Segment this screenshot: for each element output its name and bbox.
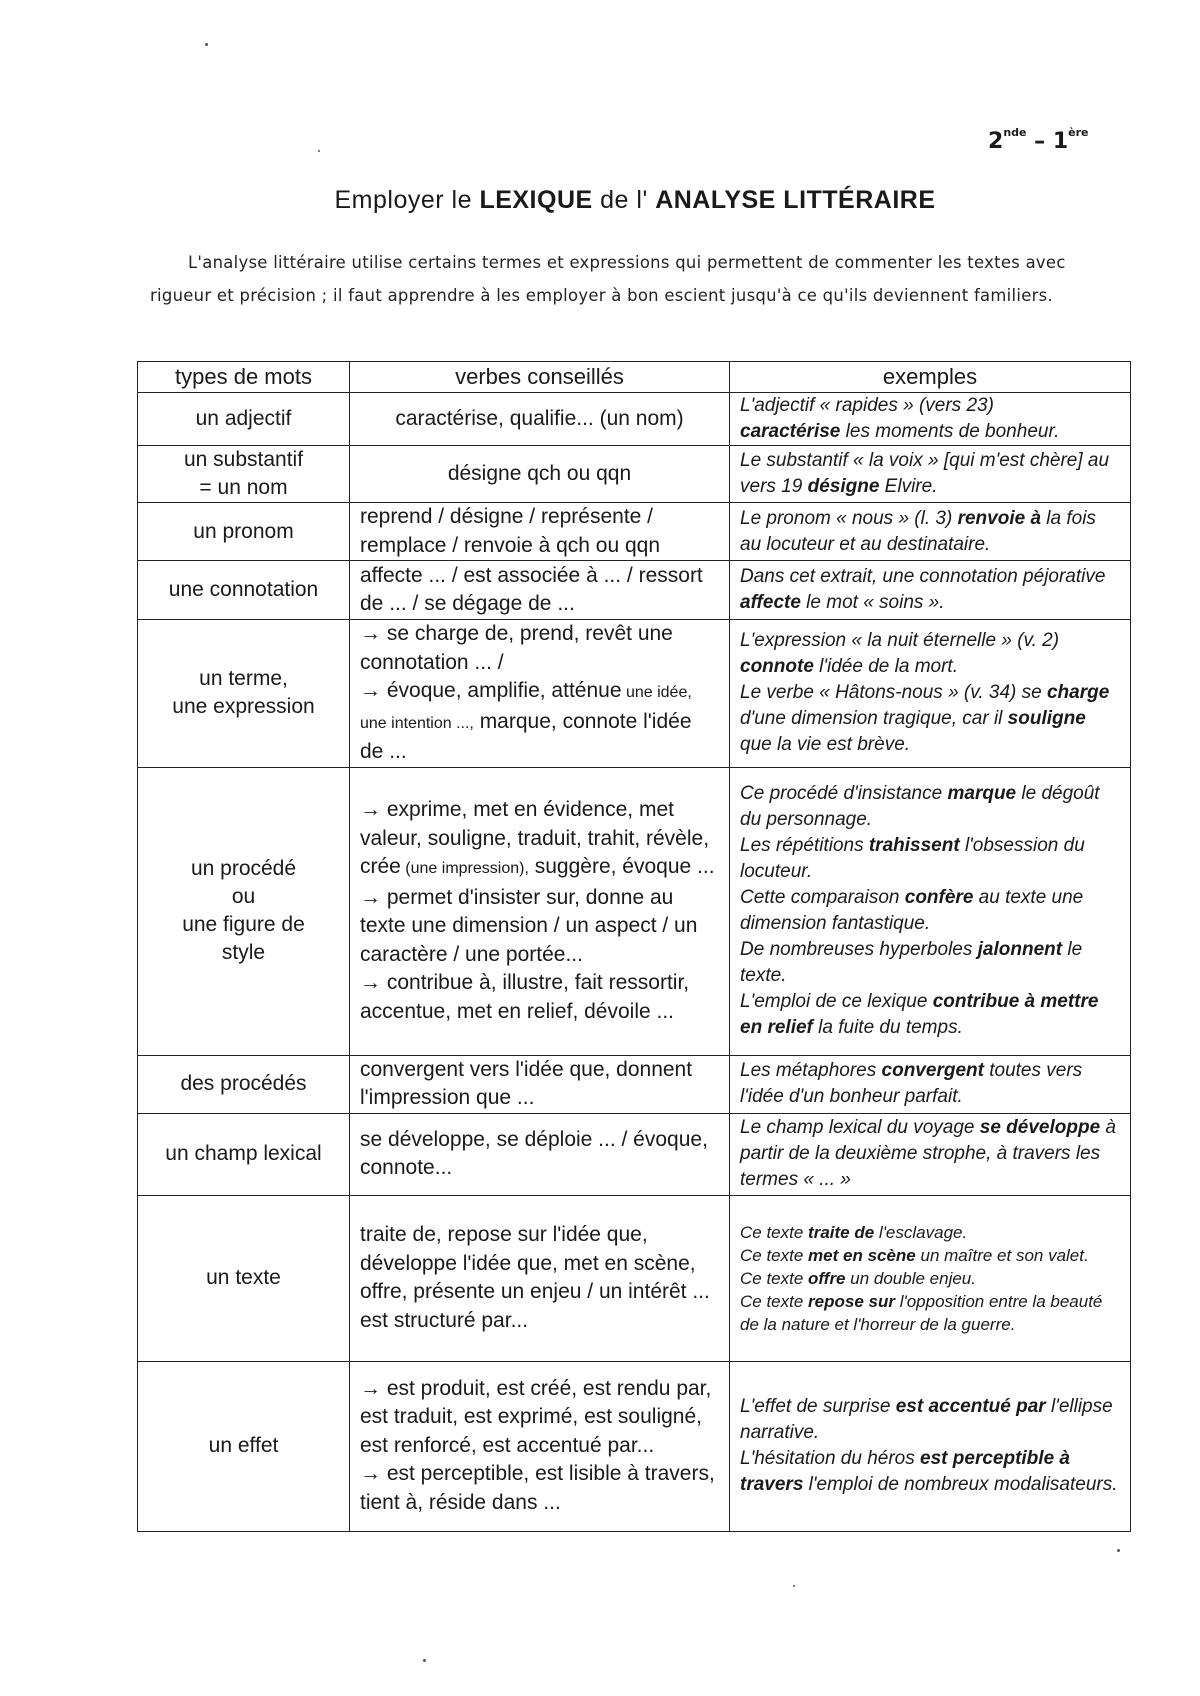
table-header-row bbox=[138, 362, 1131, 393]
header-verbs: verbes conseillés bbox=[350, 362, 730, 393]
scan-speck bbox=[793, 1585, 795, 1587]
verbs-cell: → se charge de, prend, revêt une connotation ... / → évoque, amplifie, atténue une idée, une intention ..., marque, connote l'idée de ... bbox=[350, 620, 730, 768]
scan-speck bbox=[318, 150, 320, 152]
type-cell: un pronom bbox=[138, 503, 350, 561]
example-cell: L'adjectif « rapides » (vers 23) caractérise les moments de bonheur. bbox=[730, 393, 1131, 446]
table-row bbox=[138, 393, 1131, 446]
intro-paragraph: L'analyse littéraire utilise certains termes et expressions qui permettent de commenter les textes avec rigueur et précision ; il faut apprendre à les employer à bon escient jusqu'à ce qu'ils deviennent familiers. bbox=[150, 253, 1066, 305]
example-cell: L'expression « la nuit éternelle » (v. 2) connote l'idée de la mort. Le verbe « Hâtons-nous » (v. 34) se charge d'une dimension tragique, car il souligne que la vie est brève. bbox=[730, 620, 1131, 768]
example-cell: Le substantif « la voix » [qui m'est chère] au vers 19 désigne Elvire. bbox=[730, 446, 1131, 503]
table-row bbox=[138, 767, 1131, 1055]
table-row bbox=[138, 620, 1131, 768]
verbs-cell: caractérise, qualifie... (un nom) bbox=[350, 393, 730, 446]
type-cell: un terme, une expression bbox=[138, 620, 350, 768]
table-row bbox=[138, 1055, 1131, 1113]
scan-speck bbox=[1117, 1549, 1120, 1552]
example-cell: Le pronom « nous » (l. 3) renvoie à la fois au locuteur et au destinataire. bbox=[730, 503, 1131, 561]
table-row bbox=[138, 1195, 1131, 1361]
verbs-cell: affecte ... / est associée à ... / ressort de ... / se dégage de ... bbox=[350, 561, 730, 620]
table-row bbox=[138, 1113, 1131, 1195]
type-cell: un procédé ou une figure de style bbox=[138, 767, 350, 1055]
example-cell: Dans cet extrait, une connotation péjorative affecte le mot « soins ». bbox=[730, 561, 1131, 620]
scan-speck bbox=[205, 43, 208, 46]
grade-level: 2nde – 1ère bbox=[988, 126, 1089, 154]
example-cell: L'effet de surprise est accentué par l'ellipse narrative. L'hésitation du héros est perceptible à travers l'emploi de nombreux modalisateurs. bbox=[730, 1361, 1131, 1531]
verbs-cell: traite de, repose sur l'idée que, développe l'idée que, met en scène, offre, présente un enjeu / un intérêt ... est structuré par... bbox=[350, 1195, 730, 1361]
verbs-cell: reprend / désigne / représente / remplace / renvoie à qch ou qqn bbox=[350, 503, 730, 561]
type-cell: un adjectif bbox=[138, 393, 350, 446]
verbs-cell: convergent vers l'idée que, donnent l'impression que ... bbox=[350, 1055, 730, 1113]
type-cell: des procédés bbox=[138, 1055, 350, 1113]
verbs-cell: désigne qch ou qqn bbox=[350, 446, 730, 503]
type-cell: un substantif = un nom bbox=[138, 446, 350, 503]
example-cell: Ce texte traite de l'esclavage. Ce texte met en scène un maître et son valet. Ce texte offre un double enjeu. Ce texte repose sur l'opposition entre la beauté de la nature et l'horreur de la guerre. bbox=[730, 1195, 1131, 1361]
table-row bbox=[138, 561, 1131, 620]
table-row bbox=[138, 446, 1131, 503]
verbs-cell: → exprime, met en évidence, met valeur, souligne, traduit, trahit, révèle, crée (une impression), suggère, évoque ... → permet d'insister sur, donne au texte une dimension / un aspect / un caractère / une portée... → contribue à, illustre, fait ressortir, accentue, met en relief, dévoile ... bbox=[350, 767, 730, 1055]
example-cell: Les métaphores convergent toutes vers l'idée d'un bonheur parfait. bbox=[730, 1055, 1131, 1113]
table-row bbox=[138, 503, 1131, 561]
scan-speck bbox=[423, 1659, 426, 1662]
table-row bbox=[138, 1361, 1131, 1531]
verbs-cell: se développe, se déploie ... / évoque, connote... bbox=[350, 1113, 730, 1195]
lexicon-table bbox=[137, 361, 1131, 1532]
type-cell: un texte bbox=[138, 1195, 350, 1361]
type-cell: un effet bbox=[138, 1361, 350, 1531]
type-cell: une connotation bbox=[138, 561, 350, 620]
header-types: types de mots bbox=[138, 362, 350, 393]
header-examples: exemples bbox=[730, 362, 1131, 393]
example-cell: Le champ lexical du voyage se développe à partir de la deuxième strophe, à travers les termes « ... » bbox=[730, 1113, 1131, 1195]
type-cell: un champ lexical bbox=[138, 1113, 350, 1195]
page-title: Employer le LEXIQUE de l' ANALYSE LITTÉRAIRE bbox=[334, 186, 936, 214]
example-cell: Ce procédé d'insistance marque le dégoût du personnage. Les répétitions trahissent l'obsession du locuteur. Cette comparaison confère au texte une dimension fantastique. De nombreuses hyperboles jalonnent le texte. L'emploi de ce lexique contribue à mettre en relief la fuite du temps. bbox=[730, 767, 1131, 1055]
verbs-cell: → est produit, est créé, est rendu par, est traduit, est exprimé, est souligné, est renforcé, est accentué par... → est perceptible, est lisible à travers, tient à, réside dans ... bbox=[350, 1361, 730, 1531]
